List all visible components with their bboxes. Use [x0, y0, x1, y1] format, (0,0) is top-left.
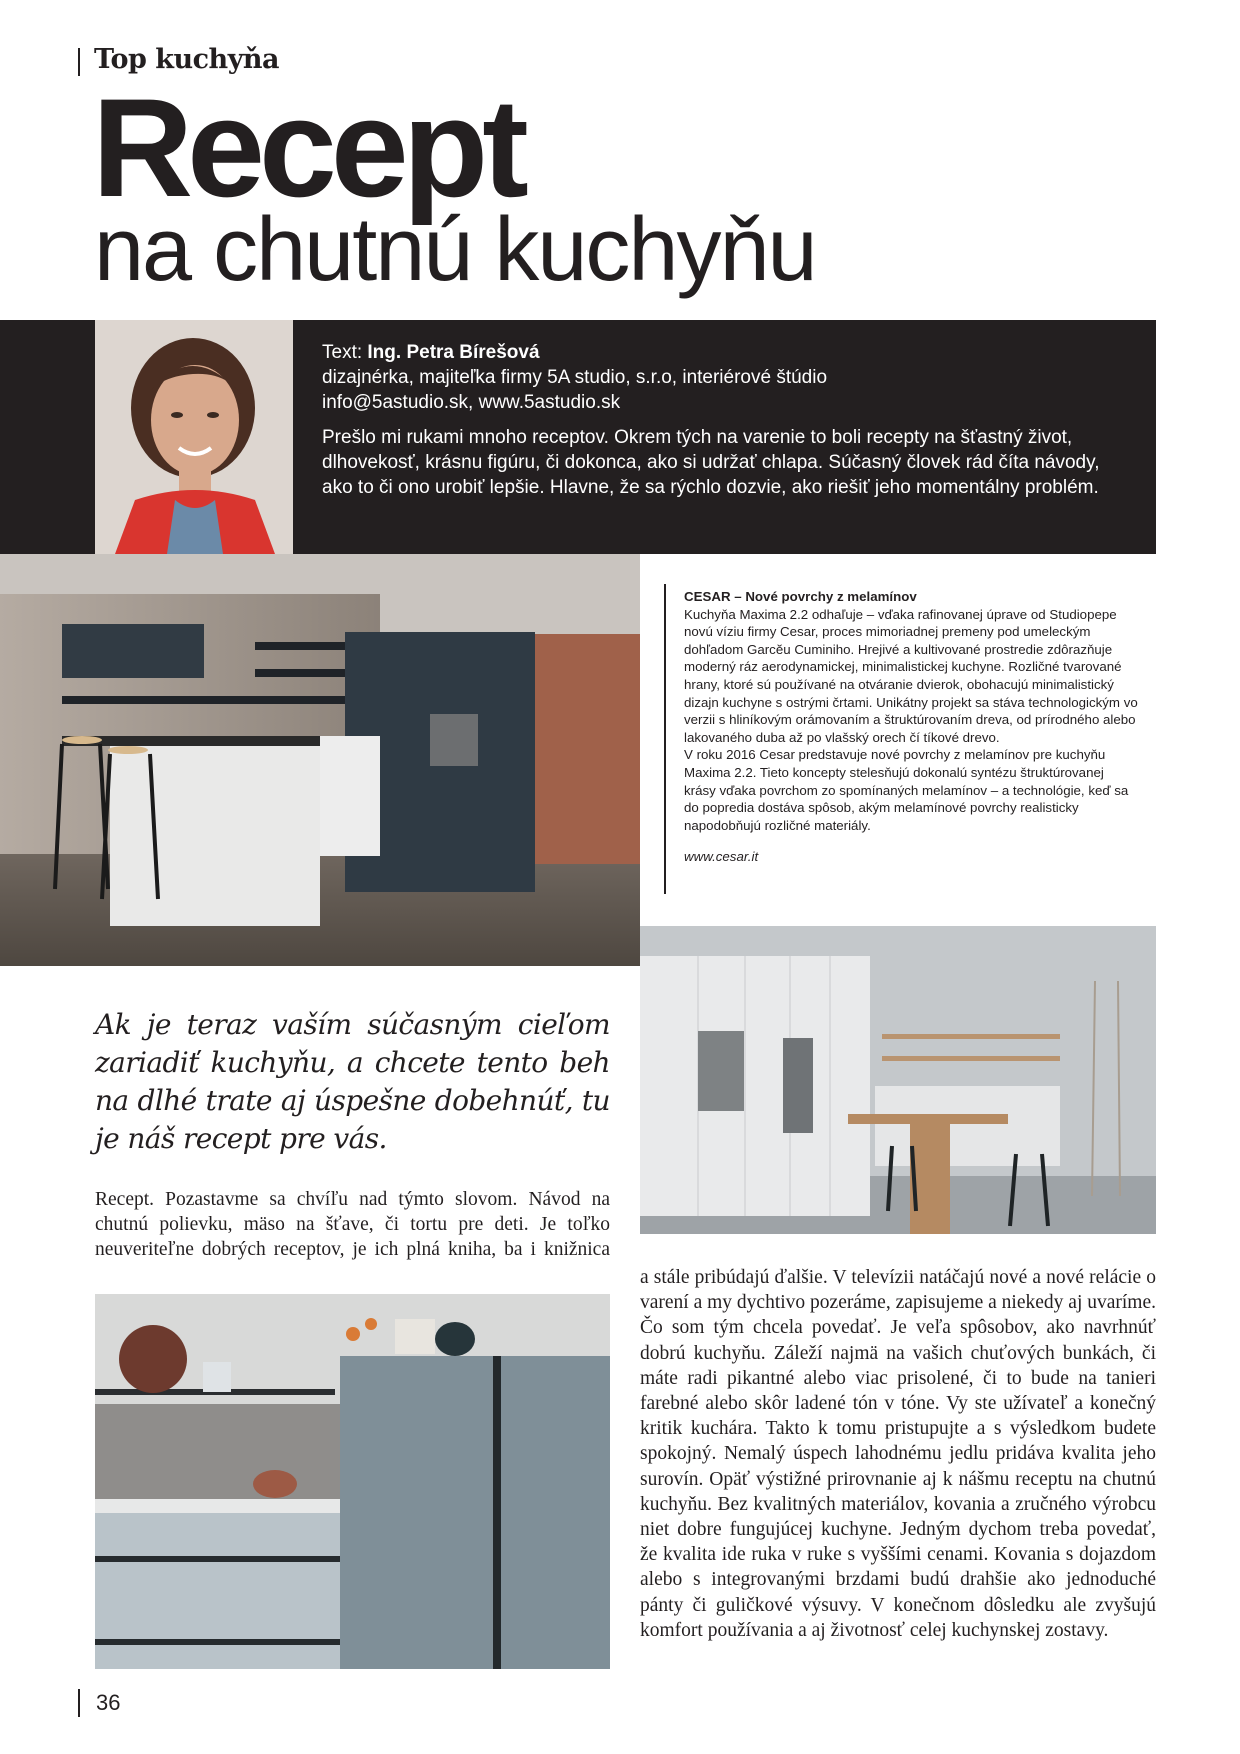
sidebar-paragraph: Kuchyňa Maxima 2.2 odhaľuje – vďaka rafinovanej úprave od Studiopepe novú víziu firmy Cesar, proces mimoriadnej premeny pod umeleckým dohľadom Garcĕu Cuminiho. Hrejivé a kultivované prostredie zdôrazňuje moderný ráz aerodynamickej, minimalistickej kuchyne. Rozličné tvarované hrany, ktoré sú používané na otváranie dvierok, obohacujú minimalistický dizajn kuchyne s ostrými črtami. Unikátny projekt sa stáva technologickým vo verzii s hliníkovým orámovaním a štruktúrovaním dreva, od prírodného alebo lakovaného duba až po vlašský orech čí tíkové drevo.	[684, 606, 1138, 745]
folio-divider	[78, 1689, 80, 1717]
kitchen-photo-1-illustration	[0, 554, 640, 966]
section-divider	[78, 48, 80, 76]
kitchen-photo-3-illustration	[95, 1294, 610, 1669]
kitchen-photo-2	[640, 926, 1156, 1234]
author-portrait	[95, 320, 293, 554]
author-role: dizajnérka, majiteľka firmy 5A studio, s.r.o, interiérové štúdio	[322, 367, 828, 388]
portrait-illustration	[95, 320, 293, 554]
author-name: Ing. Petra Bírešová	[367, 342, 540, 363]
sidebar-link[interactable]: www.cesar.it	[684, 849, 759, 865]
author-contact[interactable]: info@5astudio.sk, www.5astudio.sk	[322, 392, 621, 413]
kitchen-photo-3	[95, 1294, 610, 1669]
byline-prefix: Text:	[322, 342, 368, 363]
author-byline	[322, 340, 1132, 365]
sidebar-rule	[664, 584, 666, 894]
page-number: 36	[96, 1690, 121, 1715]
cesar-sidebar	[684, 588, 1139, 866]
article-subtitle: na chutnú kuchyňu	[94, 200, 816, 300]
sidebar-paragraph: V roku 2016 Cesar predstavuje nové povrchy z melamínov pre kuchyňu Maxima 2.2. Tieto koncepty stelesňujú dokonalú syntézu štruktúrovanej krásy vďaka povrchom zo spomínaných melamínov – a technológie, keď sa do popredia dostáva spôsob, akým melamínové povrchy realisticky napodobňujú rozličné materiály.	[684, 747, 1129, 833]
author-info	[322, 340, 1132, 500]
article-body-column-1: Recept. Pozastavme sa chvíľu nad týmto slovom. Návod na chutnú polievku, mäso na šťave, či tortu pre deti. Je toľko neuveriteľne dobrých receptov, je ich plná kniha, ba i knižnica	[95, 1189, 610, 1260]
kitchen-photo-1	[0, 554, 640, 966]
sidebar-title: CESAR – Nové povrchy z melamínov	[684, 589, 917, 604]
article-title: Recept	[92, 69, 523, 226]
section-tag: Top kuchyňa	[94, 44, 280, 75]
article-body-column-2: a stále pribúdajú ďalšie. V televízii natáčajú nové a nové relácie o varení a my dychtivo pozeráme, zapisujeme a niekedy aj uvaríme. Čo som tým chcela povedať. Je veľa spôsobov, ako navrhnúť dobrú kuchyňu. Záleží najmä na vašich chuťových bunkách, či máte radi pikantné alebo viac prisolené, či to bude na tanieri farebné alebo skôr ladené tón v tóne. Vy ste užívateľ a konečný kritik kuchára. Takto k tomu pristupujte a s výsledkom budete spokojný. Nemalý úspech lahodnému jedlu pridáva kvalita jeho surovín. Opäť výstižné prirovnanie aj k nášmu receptu na chutnú kuchyňu. Bez kvalitných materiálov, kovania a zručného výrobcu niet dobre fungujúcej kuchyne. Jedným dychom treba povedať, že kvalita ide ruka v ruke s vyššími cenami. Kovania s dojazdom alebo s integrovanými brzdami budú drahšie ako jednoduché pánty či guličkové výsuvy. V konečnom dôsledku ale zvyšujú komfort používania a aj životnosť celej kuchynskej zostavy.	[640, 1267, 1156, 1641]
kitchen-photo-2-illustration	[640, 926, 1156, 1234]
author-intro: Prešlo mi rukami mnoho receptov. Okrem tých na varenie to boli recepty na šťastný život, dlhovekosť, krásnu figúru, či dokonca, ako si udržať chlapa. Súčasný človek rád číta návody, ako to či ono urobiť lepšie. Hlavne, že sa rýchlo dozvie, ako riešiť jeho momentálny problém.	[322, 427, 1100, 498]
article-lead: Ak je teraz vaším súčasným cieľom zariadiť kuchyňu, a chcete tento beh na dlhé trate aj úspešne dobehnúť, tu je náš recept pre vás.	[95, 1008, 610, 1155]
